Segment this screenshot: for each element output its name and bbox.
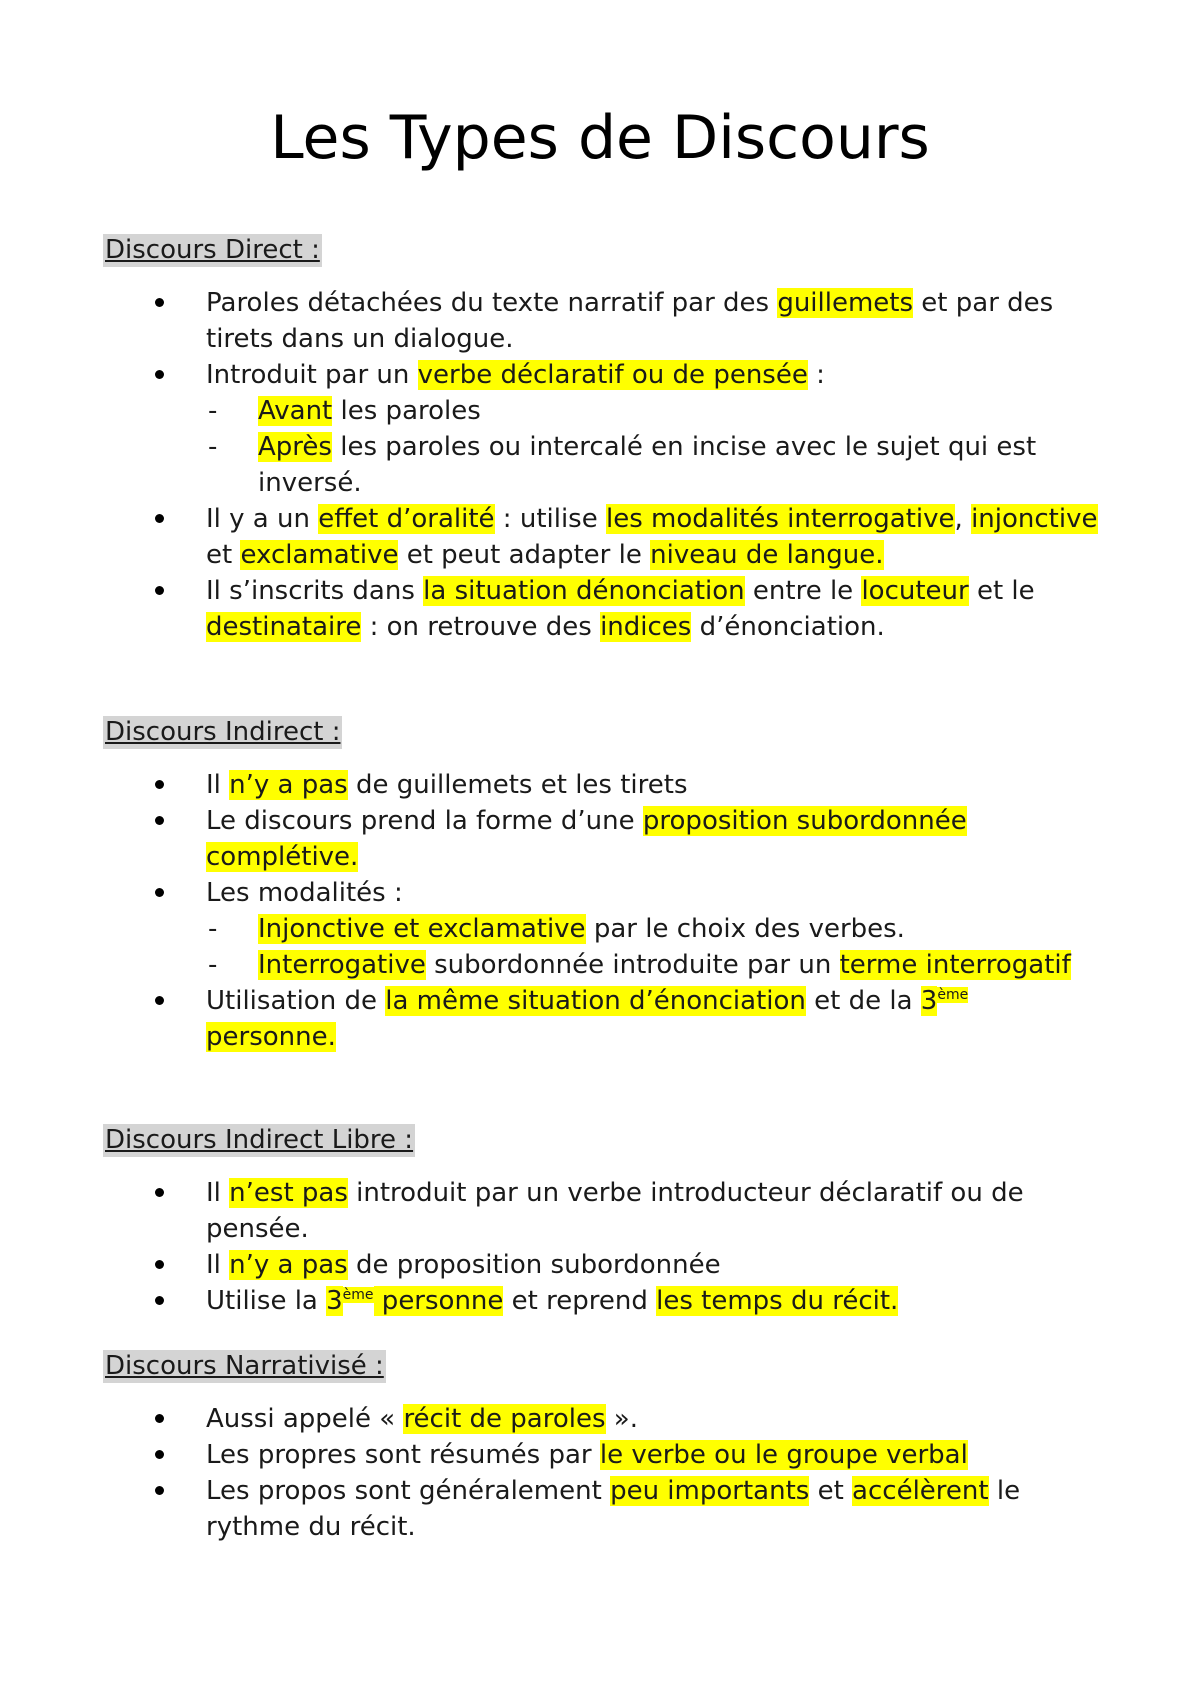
text-run: Le discours prend la forme d’une — [206, 806, 643, 836]
text-run: Il s’inscrits dans — [206, 576, 424, 606]
highlighted-text: terme interrogatif — [839, 950, 1071, 980]
section-discours-direct — [103, 234, 1103, 645]
text-run: subordonnée introduite par un — [425, 950, 840, 980]
list-item — [103, 1437, 1103, 1473]
highlighted-text: niveau de langue. — [650, 540, 884, 570]
list-item — [103, 501, 1103, 573]
list-item — [103, 1401, 1103, 1437]
list-item — [103, 1283, 1103, 1319]
highlighted-text: destinataire — [206, 612, 362, 642]
highlighted-text: locuteur — [861, 576, 969, 606]
bullet-icon — [155, 780, 164, 789]
section-heading: Discours Direct : — [105, 235, 320, 265]
highlighted-text: injonctive — [971, 504, 1098, 534]
text-run: entre le — [744, 576, 862, 606]
bullet-list — [103, 1401, 1103, 1545]
highlighted-text: Après — [258, 432, 332, 462]
text-run: Utilise la — [206, 1286, 327, 1316]
highlighted-text: les temps du récit. — [656, 1286, 899, 1316]
highlighted-text: accélèrent — [852, 1476, 989, 1506]
text-run: Paroles détachées du texte narratif par des — [206, 288, 778, 318]
text-run: le rythme du récit. — [206, 1476, 1021, 1542]
highlighted-text: personne. — [206, 1022, 336, 1052]
superscript-text: ème — [342, 1287, 374, 1303]
text-run: Utilisation de — [206, 986, 386, 1016]
highlighted-text: n’est pas — [229, 1178, 348, 1208]
highlighted-text: n’y a pas — [229, 1250, 348, 1280]
bullet-icon — [155, 996, 164, 1005]
highlighted-text: proposition subordonnée complétive. — [206, 806, 967, 872]
bullet-icon — [155, 586, 164, 595]
dash-icon: - — [208, 432, 218, 462]
highlighted-text: Interrogative — [258, 950, 426, 980]
text-run: Il y a un — [206, 504, 319, 534]
text-run: ». — [605, 1404, 638, 1434]
text-run: et peut adapter le — [398, 540, 651, 570]
bullet-icon — [155, 298, 164, 307]
bullet-list — [103, 1175, 1103, 1319]
list-item — [103, 803, 1103, 875]
text-run: Il — [206, 1178, 230, 1208]
text-run: Les propres sont résumés par — [206, 1440, 600, 1470]
text-run: et de la — [805, 986, 921, 1016]
text-run: : — [807, 360, 825, 390]
list-item — [103, 285, 1103, 357]
text-run: d’énonciation. — [691, 612, 885, 642]
highlighted-text: verbe déclaratif ou de pensée — [417, 360, 808, 390]
text-run: par le choix des verbes. — [585, 914, 905, 944]
sub-list — [206, 393, 1103, 501]
highlighted-text: n’y a pas — [229, 770, 348, 800]
sub-list-item — [206, 947, 1103, 983]
dash-icon: - — [208, 950, 218, 980]
bullet-icon — [155, 1414, 164, 1423]
sub-list-item — [206, 393, 1103, 429]
section-heading: Discours Indirect Libre : — [105, 1125, 414, 1155]
highlighted-text: guillemets — [777, 288, 914, 318]
list-item — [103, 1247, 1103, 1283]
text-run: Les modalités : — [206, 878, 403, 908]
text-run: Il — [206, 770, 230, 800]
bullet-icon — [155, 1486, 164, 1495]
sub-list-item — [206, 911, 1103, 947]
sub-list — [206, 911, 1103, 983]
text-run: Introduit par un — [206, 360, 418, 390]
highlighted-text: indices — [600, 612, 692, 642]
list-item — [103, 767, 1103, 803]
dash-icon: - — [208, 396, 218, 426]
highlighted-text: le verbe ou le groupe verbal — [599, 1440, 968, 1470]
bullet-list — [103, 285, 1103, 645]
highlighted-text: Injonctive et exclamative — [258, 914, 586, 944]
bullet-icon — [155, 1296, 164, 1305]
highlighted-text: personne — [373, 1286, 504, 1316]
highlighted-text: peu importants — [610, 1476, 810, 1506]
list-item — [103, 983, 1103, 1055]
text-run: de proposition subordonnée — [347, 1250, 721, 1280]
text-run: et le — [968, 576, 1035, 606]
section-heading: Discours Narrativisé : — [105, 1351, 384, 1381]
text-run: et — [809, 1476, 853, 1506]
text-run: , — [954, 504, 972, 534]
highlighted-text: 3 — [326, 1286, 343, 1316]
highlighted-text: récit de paroles — [403, 1404, 606, 1434]
text-run: les paroles — [332, 396, 481, 426]
bullet-icon — [155, 888, 164, 897]
highlighted-text: les modalités interrogative — [606, 504, 955, 534]
highlighted-text: 3 — [920, 986, 938, 1016]
text-run: : utilise — [494, 504, 606, 534]
list-item — [103, 1473, 1103, 1545]
list-item — [103, 573, 1103, 645]
bullet-list — [103, 767, 1103, 1055]
bullet-icon — [155, 370, 164, 379]
bullet-icon — [155, 514, 164, 523]
superscript-text: ème — [937, 987, 969, 1003]
dash-icon: - — [208, 914, 218, 944]
text-run: et par des tirets dans un dialogue. — [206, 288, 1054, 354]
text-run: et reprend — [503, 1286, 657, 1316]
highlighted-text: effet d’oralité — [318, 504, 495, 534]
bullet-icon — [155, 1260, 164, 1269]
list-item — [103, 1175, 1103, 1247]
text-run: Les propos sont généralement — [206, 1476, 611, 1506]
section-heading: Discours Indirect : — [105, 717, 341, 747]
page-title: Les Types de Discours — [270, 103, 930, 173]
bullet-icon — [155, 816, 164, 825]
list-item — [103, 875, 1103, 983]
section-discours-narrativise — [103, 1350, 1103, 1545]
section-discours-indirect — [103, 716, 1103, 1055]
highlighted-text: la même situation d’énonciation — [385, 986, 806, 1016]
list-item — [103, 357, 1103, 501]
text-run: Il — [206, 1250, 230, 1280]
text-run: et — [206, 540, 241, 570]
text-run: : on retrouve des — [361, 612, 601, 642]
highlighted-text: Avant — [258, 396, 333, 426]
bullet-icon — [155, 1450, 164, 1459]
section-discours-indirect-libre — [103, 1124, 1103, 1319]
bullet-icon — [155, 1188, 164, 1197]
text-run: introduit par un verbe introducteur déclaratif ou de pensée. — [206, 1178, 1024, 1244]
sub-list-item — [206, 429, 1103, 501]
text-run: les paroles ou intercalé en incise avec le sujet qui est inversé. — [258, 432, 1037, 498]
text-run: de guillemets et les tirets — [347, 770, 688, 800]
text-run: Aussi appelé « — [206, 1404, 404, 1434]
highlighted-text: la situation dénonciation — [423, 576, 745, 606]
highlighted-text: exclamative — [240, 540, 399, 570]
